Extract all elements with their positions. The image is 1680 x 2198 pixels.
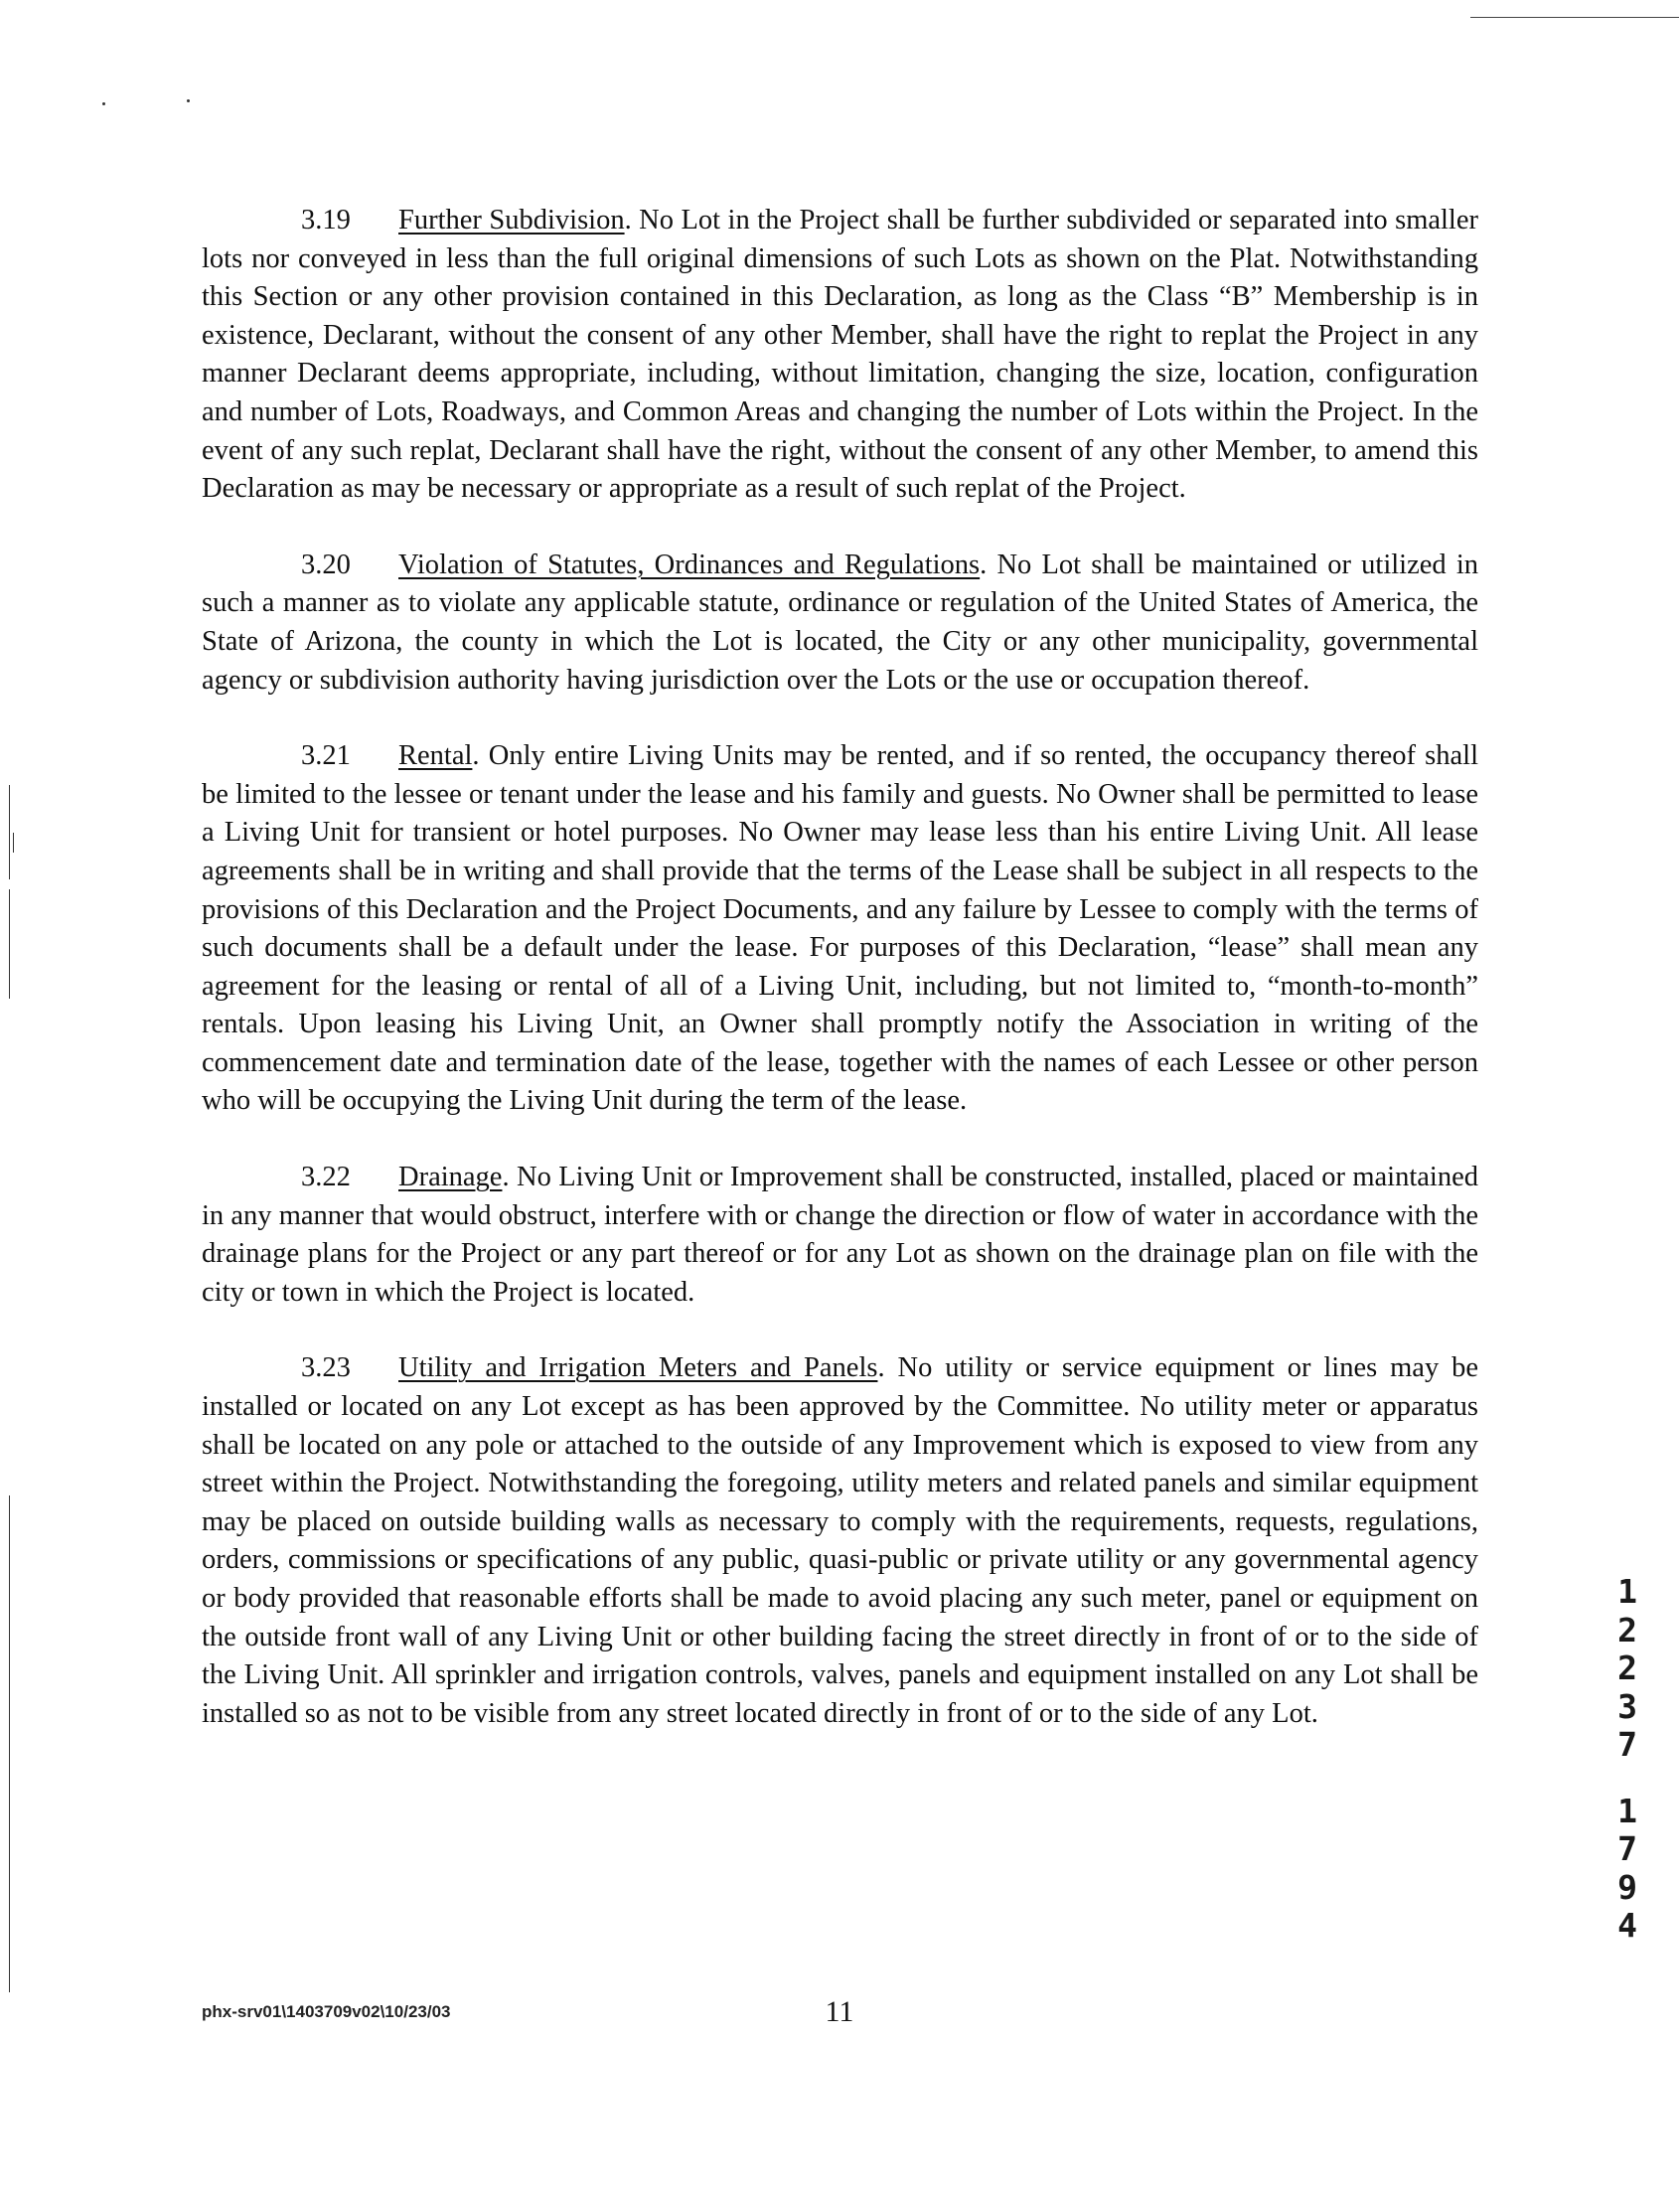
- stamp-digit: 3: [1617, 1686, 1637, 1726]
- scan-speck: [187, 99, 190, 102]
- section-body: . No Living Unit or Improvement shall be constructed, installed, placed or maintained in any manner that would obstruct, interfere with or change the direction or flow of water in accordance with the drainage plans for the Project or any part thereof or for any Lot as shown on the drainage plan on file with the city or town in which the Project is located.: [202, 1162, 1478, 1308]
- stamp-gap: [1607, 1765, 1647, 1793]
- section-body: . No Lot shall be maintained or utilized in such a manner as to violate any applicable statute, ordinance or regulation of the United States of America, the State of Arizona, the county in which the Lot is located, the City or any other municipality, governmental agency or subdivision authority having jurisdiction over the Lots or the use or occupation thereof.: [202, 549, 1479, 696]
- section-number: 3.21: [301, 740, 351, 772]
- section-heading: Violation of Statutes, Ordinances and Regulations: [398, 549, 981, 580]
- recording-stamp: [1607, 1573, 1647, 1946]
- section-heading: Utility and Irrigation Meters and Panels: [398, 1352, 878, 1384]
- footer-document-id: phx-srv01\1403709v02\10/23/03: [202, 2002, 451, 2021]
- section-heading: Further Subdivision: [398, 205, 625, 236]
- stamp-digit: 1: [1617, 1572, 1637, 1611]
- section-number: 3.20: [301, 549, 351, 580]
- page-number: 11: [825, 1995, 854, 2028]
- stamp-digit: 2: [1617, 1610, 1637, 1649]
- stamp-digit: 7: [1617, 1725, 1637, 1764]
- section-3-21: [202, 737, 1478, 1121]
- section-heading: Rental: [398, 740, 473, 772]
- top-scan-rule: [1470, 17, 1679, 18]
- left-margin-mark: [9, 785, 10, 879]
- document-body: [202, 202, 1478, 1771]
- section-3-20: [202, 547, 1478, 700]
- section-heading: Drainage: [398, 1162, 503, 1193]
- section-number: 3.19: [301, 205, 351, 236]
- stamp-digit: 2: [1617, 1648, 1637, 1687]
- stamp-digit: 1: [1617, 1791, 1637, 1830]
- left-margin-mark: [13, 833, 14, 853]
- section-3-19: [202, 202, 1478, 509]
- stamp-digit: 4: [1617, 1906, 1637, 1945]
- scan-speck: [102, 102, 105, 105]
- section-3-22: [202, 1159, 1478, 1312]
- section-body: . Only entire Living Units may be rented, and if so rented, the occupancy thereof shall be limited to the lessee or tenant under the lease and his family and guests. No Owner shall be permitted to lease a Living Unit for transient or hotel purposes. No Owner may lease less than his entire Living Unit. All lease agreements shall be in writing and shall provide that the terms of the Lease shall be subject in all respects to the provisions of this Declaration and the Project Documents, and any failure by Lessee to comply with the terms of such documents shall be a default under the lease. For purposes of this Declaration, “lease” shall mean any agreement for the leasing or rental of all of a Living Unit, including, but not limited to, “month-to-month” rentals. Upon leasing his Living Unit, an Owner shall promptly notify the Association in writing of the commencement date and termination date of the lease, together with the names of each Lessee or other person who will be occupying the Living Unit during the term of the lease.: [202, 740, 1478, 1117]
- left-margin-mark: [9, 889, 10, 999]
- section-number: 3.22: [301, 1162, 351, 1193]
- section-3-23: [202, 1349, 1478, 1733]
- left-margin-mark: [9, 1495, 10, 1992]
- section-number: 3.23: [301, 1352, 351, 1384]
- stamp-digit: 9: [1617, 1867, 1637, 1907]
- section-body: . No Lot in the Project shall be further subdivided or separated into smaller lots nor conveyed in less than the full original dimensions of such Lots as shown on the Plat. Notwithstanding this Section or any other provision contained in this Declaration, as long as the Class “B” Membership is in existence, Declarant, without the consent of any other Member, shall have the right to replat the Project in any manner Declarant deems appropriate, including, without limitation, changing the size, location, configuration and number of Lots, Roadways, and Common Areas and changing the number of Lots within the Project. In the event of any such replat, Declarant shall have the right, without the consent of any other Member, to amend this Declaration as may be necessary or appropriate as a result of such replat of the Project.: [202, 205, 1478, 505]
- section-body: . No utility or service equipment or lines may be installed or located on any Lot except as has been approved by the Committee. No utility meter or apparatus shall be located on any pole or attached to the outside of any Improvement which is exposed to view from any street within the Project. Notwithstanding the foregoing, utility meters and related panels and similar equipment may be placed on outside building walls as necessary to comply with the requirements, requests, regulations, orders, commissions or specifications of any public, quasi-public or private utility or any governmental agency or body provided that reasonable efforts shall be made to avoid placing any such meter, panel or equipment on the outside front wall of any Living Unit or other building facing the street directly in front of or to the side of the Living Unit. All sprinkler and irrigation controls, valves, panels and equipment installed on any Lot shall be installed so as not to be visible from any street located directly in front of or to the side of any Lot.: [202, 1352, 1479, 1729]
- stamp-digit: 7: [1617, 1829, 1637, 1868]
